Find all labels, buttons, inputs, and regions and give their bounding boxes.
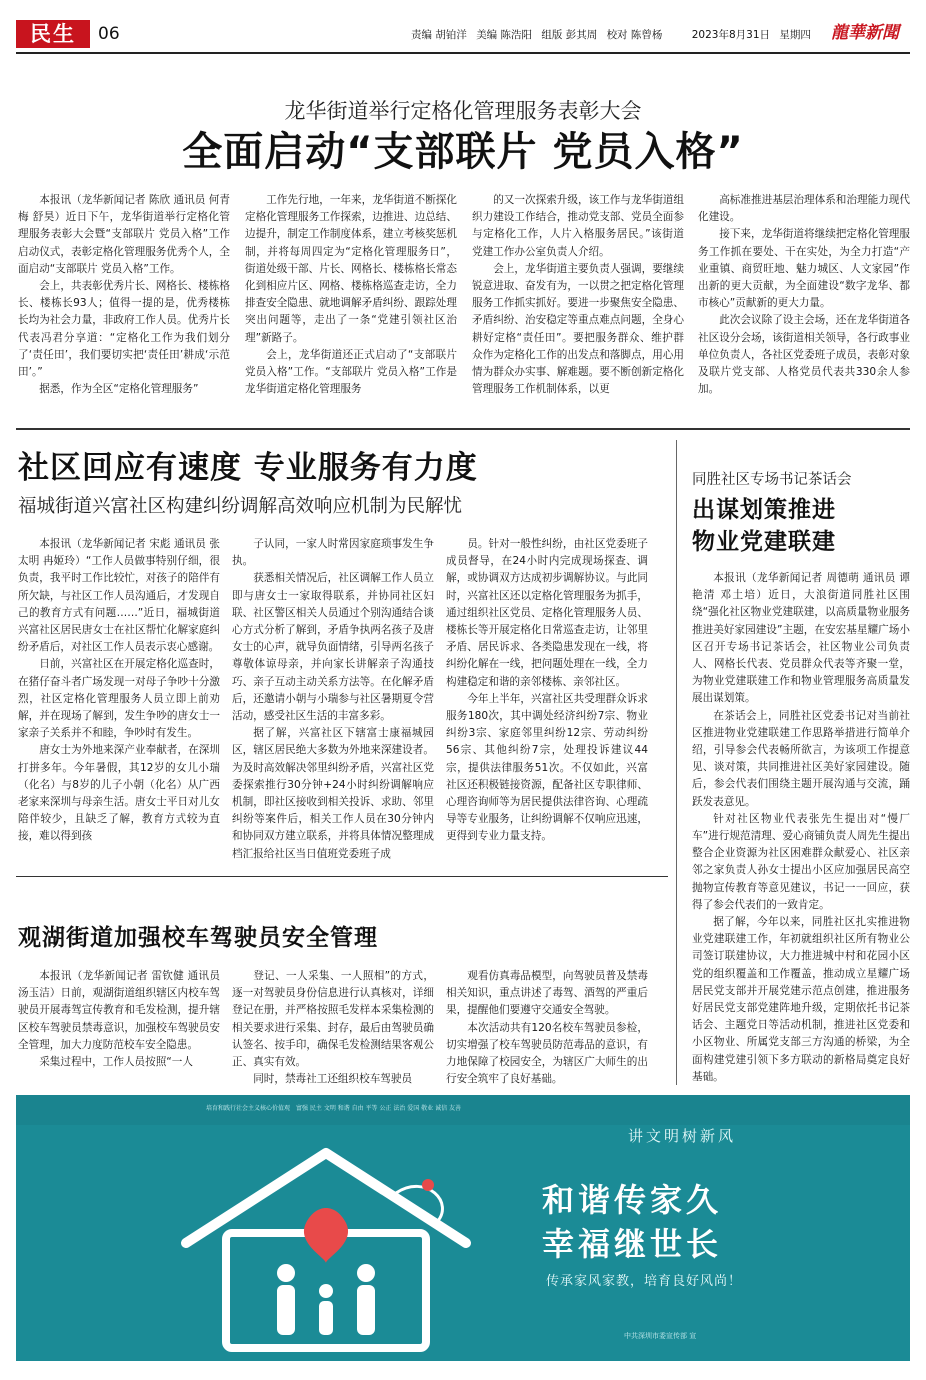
header-rule	[16, 52, 910, 54]
person-icon	[277, 1264, 295, 1282]
paragraph: 登记、一人采集、一人照相”的方式，逐一对驾驶员身份信息进行认真核对，详细登记在册，并严格按照毛发样本采集检测的相关要求进行采集、封存，最后由驾驶员确认签名、按手印，确保毛发检测结果客观公正、真实有效。	[232, 970, 434, 1069]
banner-credit: 中共深圳市委宣传部 宣	[624, 1332, 697, 1340]
article1-column-4	[698, 192, 910, 418]
proof-credit: 校对 陈曾杨	[606, 29, 663, 41]
bird-icon	[422, 1179, 434, 1191]
paragraph: 员。针对一般性纠纷，由社区党委班子成员督导，在24小时内完成现场探查、调解，或协调双方达成初步调解协议。与此同时，兴富社区还以定格化管理服务为抓手，通过组织社区党员、定格化管理服务人员、楼栋长等开展定格化日常巡查走访，让邻里矛盾、居民诉求、各类隐患发现在一线，将纠纷化解在一线，把问题处理在一线，全力构建稳定和谐的亲邻楼栋、亲邻社区。	[446, 538, 648, 688]
paragraph: 本报讯（龙华新闻记者 雷钦健 通讯员 汤玉洁）日前，观湖街道组织辖区内校车驾驶员开展毒驾宣传教育和毛发检测，提升辖区校车驾驶员禁毒意识，加强校车驾驶员安全管理，加大力度防范校车安全隐患。	[18, 970, 220, 1051]
column-divider	[676, 440, 677, 1085]
paragraph: 子认同，一家人时常因家庭琐事发生争执。	[232, 538, 434, 568]
person-icon	[357, 1264, 375, 1282]
paragraph: 唐女士为外地来深产业奉献者，在深圳打拼多年。今年暑假，其12岁的女儿小瑞（化名）与8岁的儿子小朝（化名）从广西老家来深圳与母亲生活。唐女士平日对儿女陪伴较少，且缺乏了解，教育方式较为直接，难以得到孩	[18, 744, 220, 843]
paragraph: 此次会议除了设主会场，还在龙华街道各社区设分会场，该街道相关领导，各行政事业单位负责人，各社区党委班子成员，表彰对象及联片党支部、人格党员代表共330余人参加。	[698, 314, 910, 396]
editor-credit: 责编 胡铂洋	[411, 29, 467, 41]
article1-column-3	[472, 192, 684, 418]
paragraph: 同时，禁毒社工还组织校车驾驶员	[253, 1073, 413, 1086]
masthead-logo: 龍華新聞	[831, 23, 899, 43]
paragraph: 本次活动共有120名校车驾驶员参检，切实增强了校车驾驶员防范毒品的意识，有力地保障了校园安全，为辖区广大师生的出行安全筑牢了良好基础。	[446, 1021, 648, 1086]
paragraph: 采集过程中，工作人员按照“一人	[39, 1056, 193, 1069]
article3-title	[692, 494, 910, 558]
article2-subtitle: 福城街道兴富社区构建纠纷调解高效响应机制为民解忧	[18, 496, 463, 517]
house-family-illustration	[166, 1133, 486, 1353]
paragraph: 日前，兴富社区在开展定格化巡查时，在猪仔奋斗者广场发现一对母子争吵十分激烈，社区定格化管理服务人员立即上前劝解，并在现场了解到，发生争吵的唐女士一家亲子关系并不和睦，争吵时有发生。	[18, 658, 220, 740]
banner-slogan-header: 讲文明树新风	[628, 1127, 737, 1145]
paragraph: 本报讯（龙华新闻记者 宋彪 通讯员 张太明 冉姬玲）“工作人员做事特别仔细，很负责，我平时工作比较忙，对孩子的陪伴有所欠缺，与社区工作人员沟通后，才发现自己的教育方式有问题……”近日，福城街道兴富社区居民唐女士在社区帮忙化解家庭纠纷矛盾后，对社区工作人员表示衷心感谢。	[18, 538, 220, 654]
article1-column-2	[245, 192, 457, 418]
issue-weekday: 星期四	[779, 29, 811, 41]
paragraph: 本报讯（龙华新闻记者 周德萌 通讯员 谭艳清 邓土培）近日，大浪街道同胜社区围绕“强化社区物业党建联建，以高质量物业服务推进美好家园建设”主题，在安宏基星耀广场小区召开专场书记茶话会，社区物业公司负责人、网格长代表、党员群众代表等齐聚一堂，为物业党建联建工作和物业管理服务高质量发展出谋划策。	[692, 572, 910, 705]
page-header	[16, 18, 910, 52]
paragraph: 获悉相关情况后，社区调解工作人员立即与唐女士一家取得联系，并协同社区妇联、社区警区相关人员通过个别沟通结合谈心方式分析了解到，矛盾争执两名孩子及唐女士的心声，就导负面情绪，引导两名孩子尊敬体谅母亲，并向家长讲解亲子沟通技巧、亲子互动主动关系方法等。在化解矛盾后，还邀请小朝与小瑞参与社区暑期夏令营活动，感受社区生活的丰富多彩。	[232, 572, 434, 723]
section-divider	[16, 876, 668, 877]
article4-column-2	[232, 968, 434, 1088]
designer-credit: 美编 陈浩阳	[476, 29, 533, 41]
article3-title-line1: 出谋划策推进	[692, 497, 836, 523]
paragraph: 观看仿真毒品模型，向驾驶员普及禁毒相关知识，重点讲述了毒驾、酒驾的严重后果，提醒他们要遵守交通安全驾驶。	[446, 970, 648, 1017]
page-number: 06	[98, 24, 120, 44]
paragraph: 接下来，龙华街道将继续把定格化管理服务工作抓在要处、干在实处，为全力打造“产业重镇、商贸旺地、魅力城区、人文家园”作出新的更大贡献，为全面建设“数字龙华、都市核心”贡献新的更大力量。	[698, 228, 910, 310]
paragraph: 会上，龙华街道主要负责人强调，要继续锐意进取、奋发有为，一以贯之把定格化管理服务工作抓实抓好。要进一步聚焦安全隐患、矛盾纠纷、治安稳定等重点难点问题，全身心耕好定格“责任田”。要把服务群众、维护群众作为定格化工作的出发点和落脚点，用心用情为群众办实事、解难题。要不断创新定格化管理服务工作机制体系，以更	[472, 262, 684, 396]
paragraph: 在茶话会上，同胜社区党委书记对当前社区推进物业党建联建工作思路举措进行简单介绍，引导参会代表畅所欲言，为该项工作提意见、谈对策，共同推进社区美好家园建设。随后，参会代表们围绕主题开展沟通与交流，踊跃发表意见。	[692, 709, 910, 808]
public-service-banner	[16, 1095, 910, 1361]
article2-column-2	[232, 536, 434, 866]
article1-kicker: 龙华街道举行定格化管理服务表彰大会	[284, 99, 642, 123]
paragraph: 针对社区物业代表张先生提出对“慢厂车”进行规范清理、爱心商铺负责人周先生提出整合企业资源为社区困难群众献爱心、社区亲邻之家负责人孙女士提出小区应加强居民高空抛物宣传教育等意见建议，书记一一回应，获得了参会代表们的一致肯定。	[692, 812, 910, 911]
credits-line	[411, 24, 817, 46]
banner-slogan-line1: 和谐传家久	[542, 1181, 723, 1219]
article2-title: 社区回应有速度 专业服务有力度	[18, 450, 478, 486]
article4-column-1	[18, 968, 220, 1088]
article2-column-3	[446, 536, 648, 866]
article1-title: 全面启动“支部联片 党员入格”	[182, 129, 744, 175]
article3-column	[692, 570, 910, 1086]
paragraph: 本报讯（龙华新闻记者 陈欣 通讯员 何青梅 舒昊）近日下午，龙华街道举行定格化管理服务表彰大会暨“支部联片 党员入格”工作启动仪式，表彰定格化管理服务优秀个人，全面启动“支部联片 党员入格”工作。	[18, 194, 230, 275]
banner-slogan-line2: 幸福继世长	[542, 1225, 723, 1263]
section-divider	[16, 428, 910, 430]
core-values-line: 培育和践行社会主义核心价值观 富强 民主 文明 和谐 自由 平等 公正 法治 爱国 敬业 诚信 友善	[206, 1105, 461, 1112]
heart-icon	[304, 1208, 348, 1263]
section-label: 民生	[16, 20, 90, 48]
issue-date: 2023年8月31日	[691, 29, 771, 41]
paragraph: 工作先行地，一年来，龙华街道不断探化定格化管理服务工作探索，边推进、边总结、边提升，制定工作制度体系，建立考核奖惩机制，并将每周四定为“定格化管理服务日”，街道处级干部、片长、网格长、楼栋格长常态化到相应片区、网格、楼栋格巡查走访，全力排查安全隐患、就地调解矛盾纠纷、跟踪处理突出问题等，走出了一条“党建引领社区治理”新路子。	[245, 194, 457, 344]
paragraph: 的又一次探索升级，该工作与龙华街道组织力建设工作结合，推动党支部、党员全面参与定格化工作，人片入格服务居民。”该街道党建工作办公室负责人介绍。	[472, 194, 684, 258]
article4-column-3	[446, 968, 648, 1088]
child-icon	[319, 1284, 333, 1298]
article3-title-line2: 物业党建联建	[692, 529, 836, 555]
article2-column-1	[18, 536, 220, 866]
layout-credit: 组版 彭其周	[541, 29, 598, 41]
paragraph: 高标准推进基层治理体系和治理能力现代化建设。	[698, 194, 910, 224]
paragraph: 据了解，今年以来，同胜社区扎实推进物业党建联建工作，年初就组织社区所有物业公司签订联建协议，大力推进城中村和花园小区党的组织覆盖和工作覆盖，推动成立星耀广场居民党支部并开展党建示范点创建，推进服务好居民党支部党建阵地升级，定期依托书记茶话会、主题党日等活动机制，推进社区党委和小区物业、所属党支部三方沟通的桥梁，为全面构建党建引领下多方联动的新格局奠定良好基础。	[692, 916, 910, 1083]
paragraph: 会上，共表彰优秀片长、网格长、楼栋格长、楼栋长93人；值得一提的是，优秀楼栋长均为社会力量，非政府工作人员。优秀片长代表冯君分享道：“定格化工作为我们划分了‘责任田’，我们要切实把‘责任田’耕成‘示范田’。”	[18, 280, 230, 379]
article1-column-1	[18, 192, 230, 418]
paragraph: 据了解，兴富社区下辖富士康福城园区，辖区居民绝大多数为外地来深建设者。为及时高效解决邻里纠纷矛盾，兴富社区党委探索推行30分钟+24小时纠纷调解响应机制，即社区接收到相关投诉、求助、邻里纠纷等案件后，相关工作人员在30分钟内和协同双方建立联系，并将具体情况整理成档汇报给社区当日值班党委班子成	[232, 727, 434, 860]
banner-top-band	[16, 1095, 910, 1125]
banner-subslogan: 传承家风家教，培育良好风尚！	[546, 1274, 743, 1289]
paragraph: 今年上半年，兴富社区共受理群众诉求服务180次，其中调处经济纠纷7宗、物业纠纷3宗、家庭邻里纠纷12宗、劳动纠纷56宗、其他纠纷7宗，处理投诉建议44宗，提供法律服务51次。不仅如此，兴富社区还积极链接资源，配备社区专职律师、心理咨询师等为居民提供法律咨询、心理疏导等专业服务，让纠纷调解不仅响应迅速，更得到专业力量支持。	[446, 692, 648, 843]
paragraph: 会上，龙华街道还正式启动了“支部联片 党员入格”工作。“支部联片 党员入格”工作是龙华街道定格化管理服务	[245, 348, 457, 396]
paragraph: 据悉，作为全区“定格化管理服务”	[39, 383, 199, 396]
article4-title: 观湖街道加强校车驾驶员安全管理	[18, 925, 378, 951]
article3-kicker: 同胜社区专场书记茶话会	[692, 472, 852, 488]
